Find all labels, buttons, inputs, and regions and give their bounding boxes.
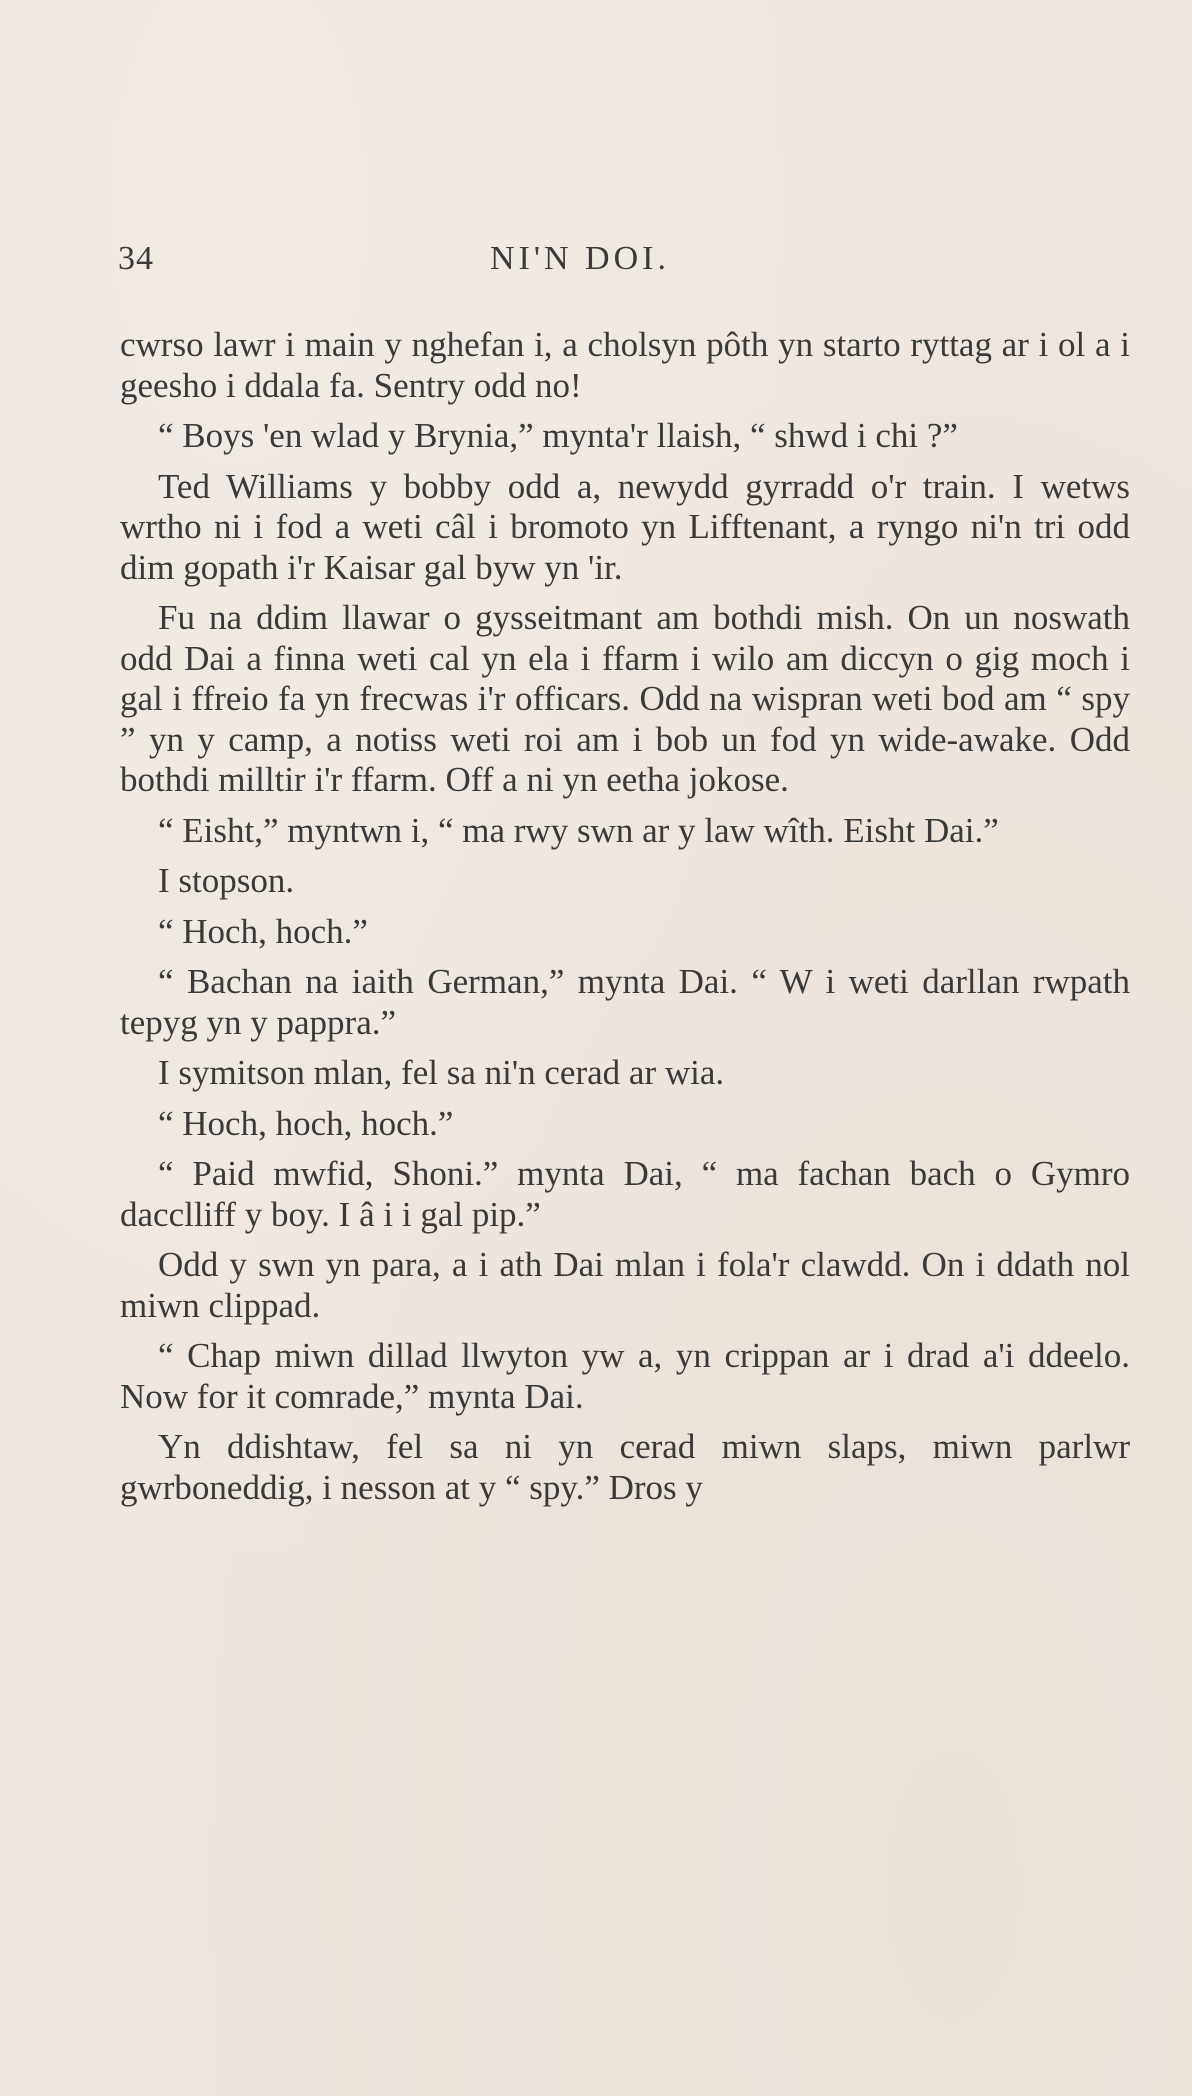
paragraph: “ Bachan na iaith German,” mynta Dai. “ W i weti darllan rwpath tepyg yn y pappra.” (120, 962, 1130, 1042)
paragraph: Odd y swn yn para, a i ath Dai mlan i fola'r clawdd. On i ddath nol miwn clippad. (120, 1245, 1130, 1325)
paragraph: “ Hoch, hoch.” (158, 911, 368, 951)
page-header (118, 240, 1130, 284)
paragraph: “ Chap miwn dillad llwyton yw a, yn crippan ar i drad a'i ddeelo. Now for it comrade,” mynta Dai. (120, 1336, 1130, 1416)
paragraph: “ Paid mwfid, Shoni.” mynta Dai, “ ma fachan bach o Gymro dacclliff y boy. I â i i gal pip.” (120, 1154, 1130, 1234)
paragraph: Yn ddishtaw, fel sa ni yn cerad miwn slaps, miwn parlwr gwrboneddig, i nesson at y “ spy.” Dros y (120, 1427, 1130, 1507)
page-number: 34 (118, 240, 154, 277)
paragraph: Fu na ddim llawar o gysseitmant am bothdi mish. On un noswath odd Dai a finna weti cal yn ela i ffarm i wilo am diccyn o gig moch i gal i ffreio fa yn frecwas i'r officars. Odd na wispran weti bod am “ spy ” yn y camp, a notiss weti roi am i bob un fod yn wide-awake. Odd bothdi milltir i'r ffarm. Off a ni yn eetha jokose. (120, 598, 1130, 799)
paragraph: Ted Williams y bobby odd a, newydd gyrradd o'r train. I wetws wrtho ni i fod a weti câl i bromoto yn Lifftenant, a ryngo ni'n tri odd dim gopath i'r Kaisar gal byw yn 'ir. (120, 466, 1130, 587)
running-title: NI'N DOI. (490, 240, 670, 277)
paragraph: “ Boys 'en wlad y Brynia,” mynta'r llaish, “ shwd i chi ?” (158, 416, 958, 455)
paragraph: “ Eisht,” myntwn i, “ ma rwy swn ar y law wîth. Eisht Dai.” (158, 810, 999, 850)
paragraph: “ Hoch, hoch, hoch.” (158, 1103, 454, 1143)
paragraph: cwrso lawr i main y nghefan i, a cholsyn pôth yn starto ryttag ar i ol a i geesho i ddala fa. Sentry odd no! (120, 325, 1130, 405)
paragraph: I stopson. (158, 861, 295, 900)
paragraph: I symitson mlan, fel sa ni'n cerad ar wia. (158, 1053, 725, 1092)
body-text (120, 325, 1130, 1518)
